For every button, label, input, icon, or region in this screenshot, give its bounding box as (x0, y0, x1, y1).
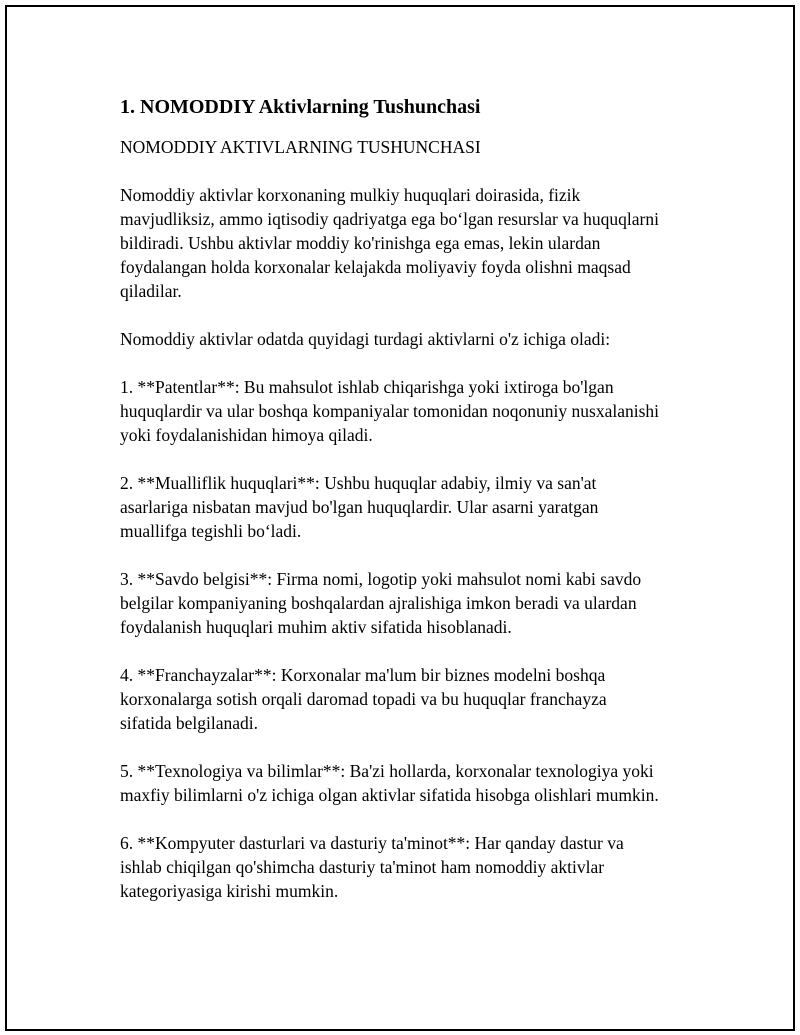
paragraph-line: 5. **Texnologiya va bilimlar**: Ba'zi hollarda, korxonalar texnologiya yoki (120, 761, 654, 781)
list-item-technology (120, 759, 720, 807)
document-page (5, 5, 795, 1031)
list-item-copyrights (120, 471, 720, 543)
list-item-patents (120, 375, 720, 447)
paragraph-line: asarlariga nisbatan mavjud bo'lgan huquqlardir. Ular asarni yaratgan (120, 497, 599, 517)
paragraph-line: 1. **Patentlar**: Bu mahsulot ishlab chiqarishga yoki ixtiroga bo'lgan (120, 377, 614, 397)
paragraph-line: foydalangan holda korxonalar kelajakda moliyaviy foyda olishni maqsad (120, 257, 631, 277)
paragraph-line: kategoriyasiga kirishi mumkin. (120, 881, 339, 901)
document-content (120, 95, 720, 927)
paragraph-line: sifatida belgilanadi. (120, 713, 259, 733)
paragraph-line: Nomoddiy aktivlar odatda quyidagi turdagi aktivlarni o'z ichiga oladi: (120, 329, 611, 349)
paragraph-list-intro (120, 327, 720, 351)
paragraph-line: 4. **Franchayzalar**: Korxonalar ma'lum bir biznes modelni boshqa (120, 665, 606, 685)
paragraph-line: foydalanish huquqlari muhim aktiv sifatida hisoblanadi. (120, 617, 512, 637)
paragraph-line: huquqlardir va ular boshqa kompaniyalar tomonidan noqonuniy nusxalanishi (120, 401, 659, 421)
list-item-franchises (120, 663, 720, 735)
paragraph-line: yoki foydalanishidan himoya qiladi. (120, 425, 373, 445)
paragraph-intro (120, 183, 720, 303)
paragraph-line: qiladilar. (120, 281, 182, 301)
document-subtitle: NOMODDIY AKTIVLARNING TUSHUNCHASI (120, 137, 481, 157)
list-item-trademark (120, 567, 720, 639)
paragraph-line: ishlab chiqilgan qo'shimcha dasturiy ta'minot ham nomoddiy aktivlar (120, 857, 605, 877)
paragraph-line: bildiradi. Ushbu aktivlar moddiy ko'rinishga ega emas, lekin ulardan (120, 233, 601, 253)
document-title: 1. NOMODDIY Aktivlarning Tushunchasi (120, 96, 481, 118)
paragraph-line: mavjudliksiz, ammo iqtisodiy qadriyatga ega bo‘lgan resurslar va huquqlarni (120, 209, 659, 229)
paragraph-line: Nomoddiy aktivlar korxonaning mulkiy huquqlari doirasida, fizik (120, 185, 581, 205)
paragraph-line: 3. **Savdo belgisi**: Firma nomi, logotip yoki mahsulot nomi kabi savdo (120, 569, 642, 589)
paragraph-line: 2. **Mualliflik huquqlari**: Ushbu huquqlar adabiy, ilmiy va san'at (120, 473, 597, 493)
list-item-software (120, 831, 720, 903)
paragraph-line: maxfiy bilimlarni o'z ichiga olgan aktivlar sifatida hisobga olishlari mumkin. (120, 785, 659, 805)
paragraph-line: muallifga tegishli bo‘ladi. (120, 521, 302, 541)
paragraph-line: belgilar kompaniyaning boshqalardan ajralishiga imkon beradi va ulardan (120, 593, 637, 613)
paragraph-line: 6. **Kompyuter dasturlari va dasturiy ta'minot**: Har qanday dastur va (120, 833, 624, 853)
paragraph-line: korxonalarga sotish orqali daromad topadi va bu huquqlar franchayza (120, 689, 607, 709)
